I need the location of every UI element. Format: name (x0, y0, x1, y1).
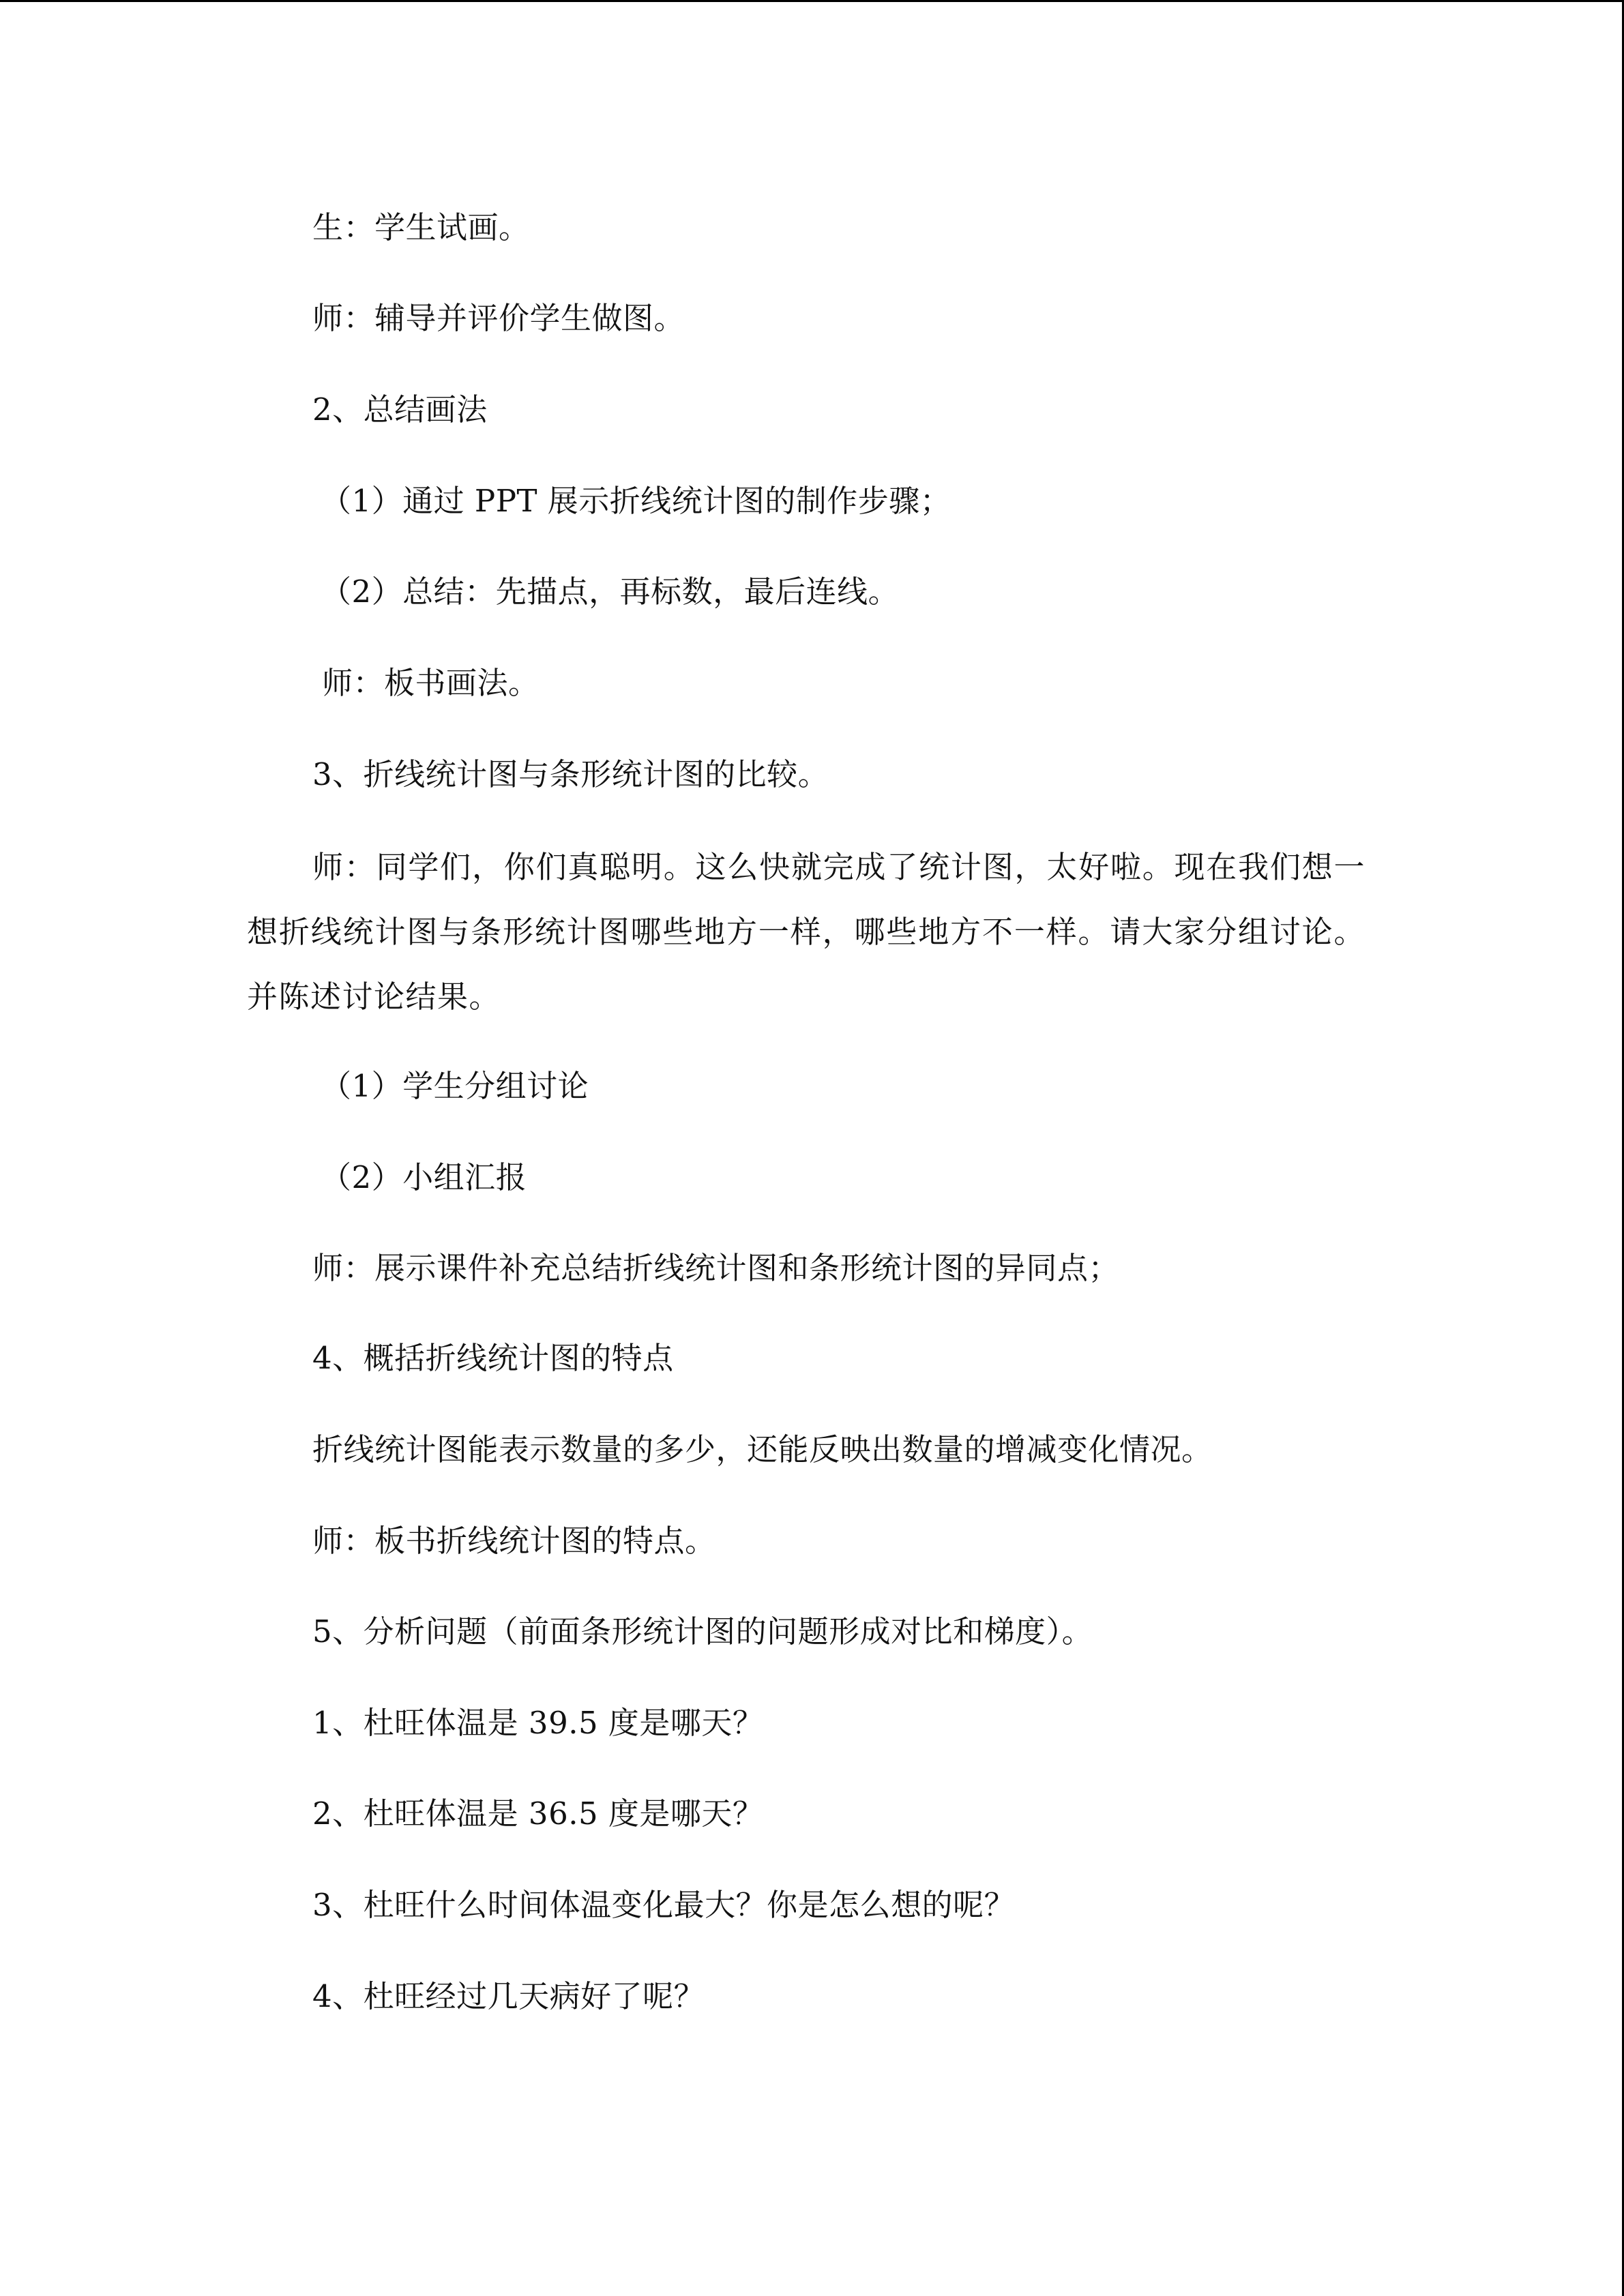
section-heading: 5、分析问题（前面条形统计图的问题形成对比和梯度）。 (312, 1613, 1093, 1650)
section-heading: 2、总结画法 (312, 391, 488, 428)
question-line: 3、杜旺什么时间体温变化最大？你是怎么想的呢？ (312, 1887, 1016, 1923)
text-line: 师：板书画法。 (322, 665, 540, 701)
text-line: 师：辅导并评价学生做图。 (312, 300, 685, 336)
text-line: 生：学生试画。 (312, 209, 530, 245)
question-line: 1、杜旺体温是 39.5 度是哪天？ (312, 1705, 764, 1741)
question-line: 4、杜旺经过几天病好了呢？ (312, 1978, 705, 2014)
text-line: （1）通过 PPT 展示折线统计图的制作步骤； (321, 483, 951, 519)
section-heading: 3、折线统计图与条形统计图的比较。 (312, 756, 829, 792)
text-line: （2）小组汇报 (321, 1159, 527, 1195)
section-heading: 4、概括折线统计图的特点 (312, 1340, 674, 1376)
text-line: 师：板书折线统计图的特点。 (312, 1523, 716, 1559)
text-line: （1）学生分组讨论 (321, 1068, 589, 1104)
text-line: 师：展示课件补充总结折线统计图和条形统计图的异同点； (312, 1250, 1120, 1286)
paragraph: 师：同学们，你们真聪明。这么快就完成了统计图，太好啦。现在我们想一想折线统计图与条形统计图哪些地方一样，哪些地方不一样。请大家分组讨论。并陈述讨论结果。 (247, 849, 1365, 1015)
question-line: 2、杜旺体温是 36.5 度是哪天？ (312, 1795, 764, 1832)
text-line: （2）总结：先描点，再标数，最后连线。 (321, 573, 900, 610)
text-line: 折线统计图能表示数量的多少，还能反映出数量的增减变化情况。 (312, 1431, 1213, 1467)
